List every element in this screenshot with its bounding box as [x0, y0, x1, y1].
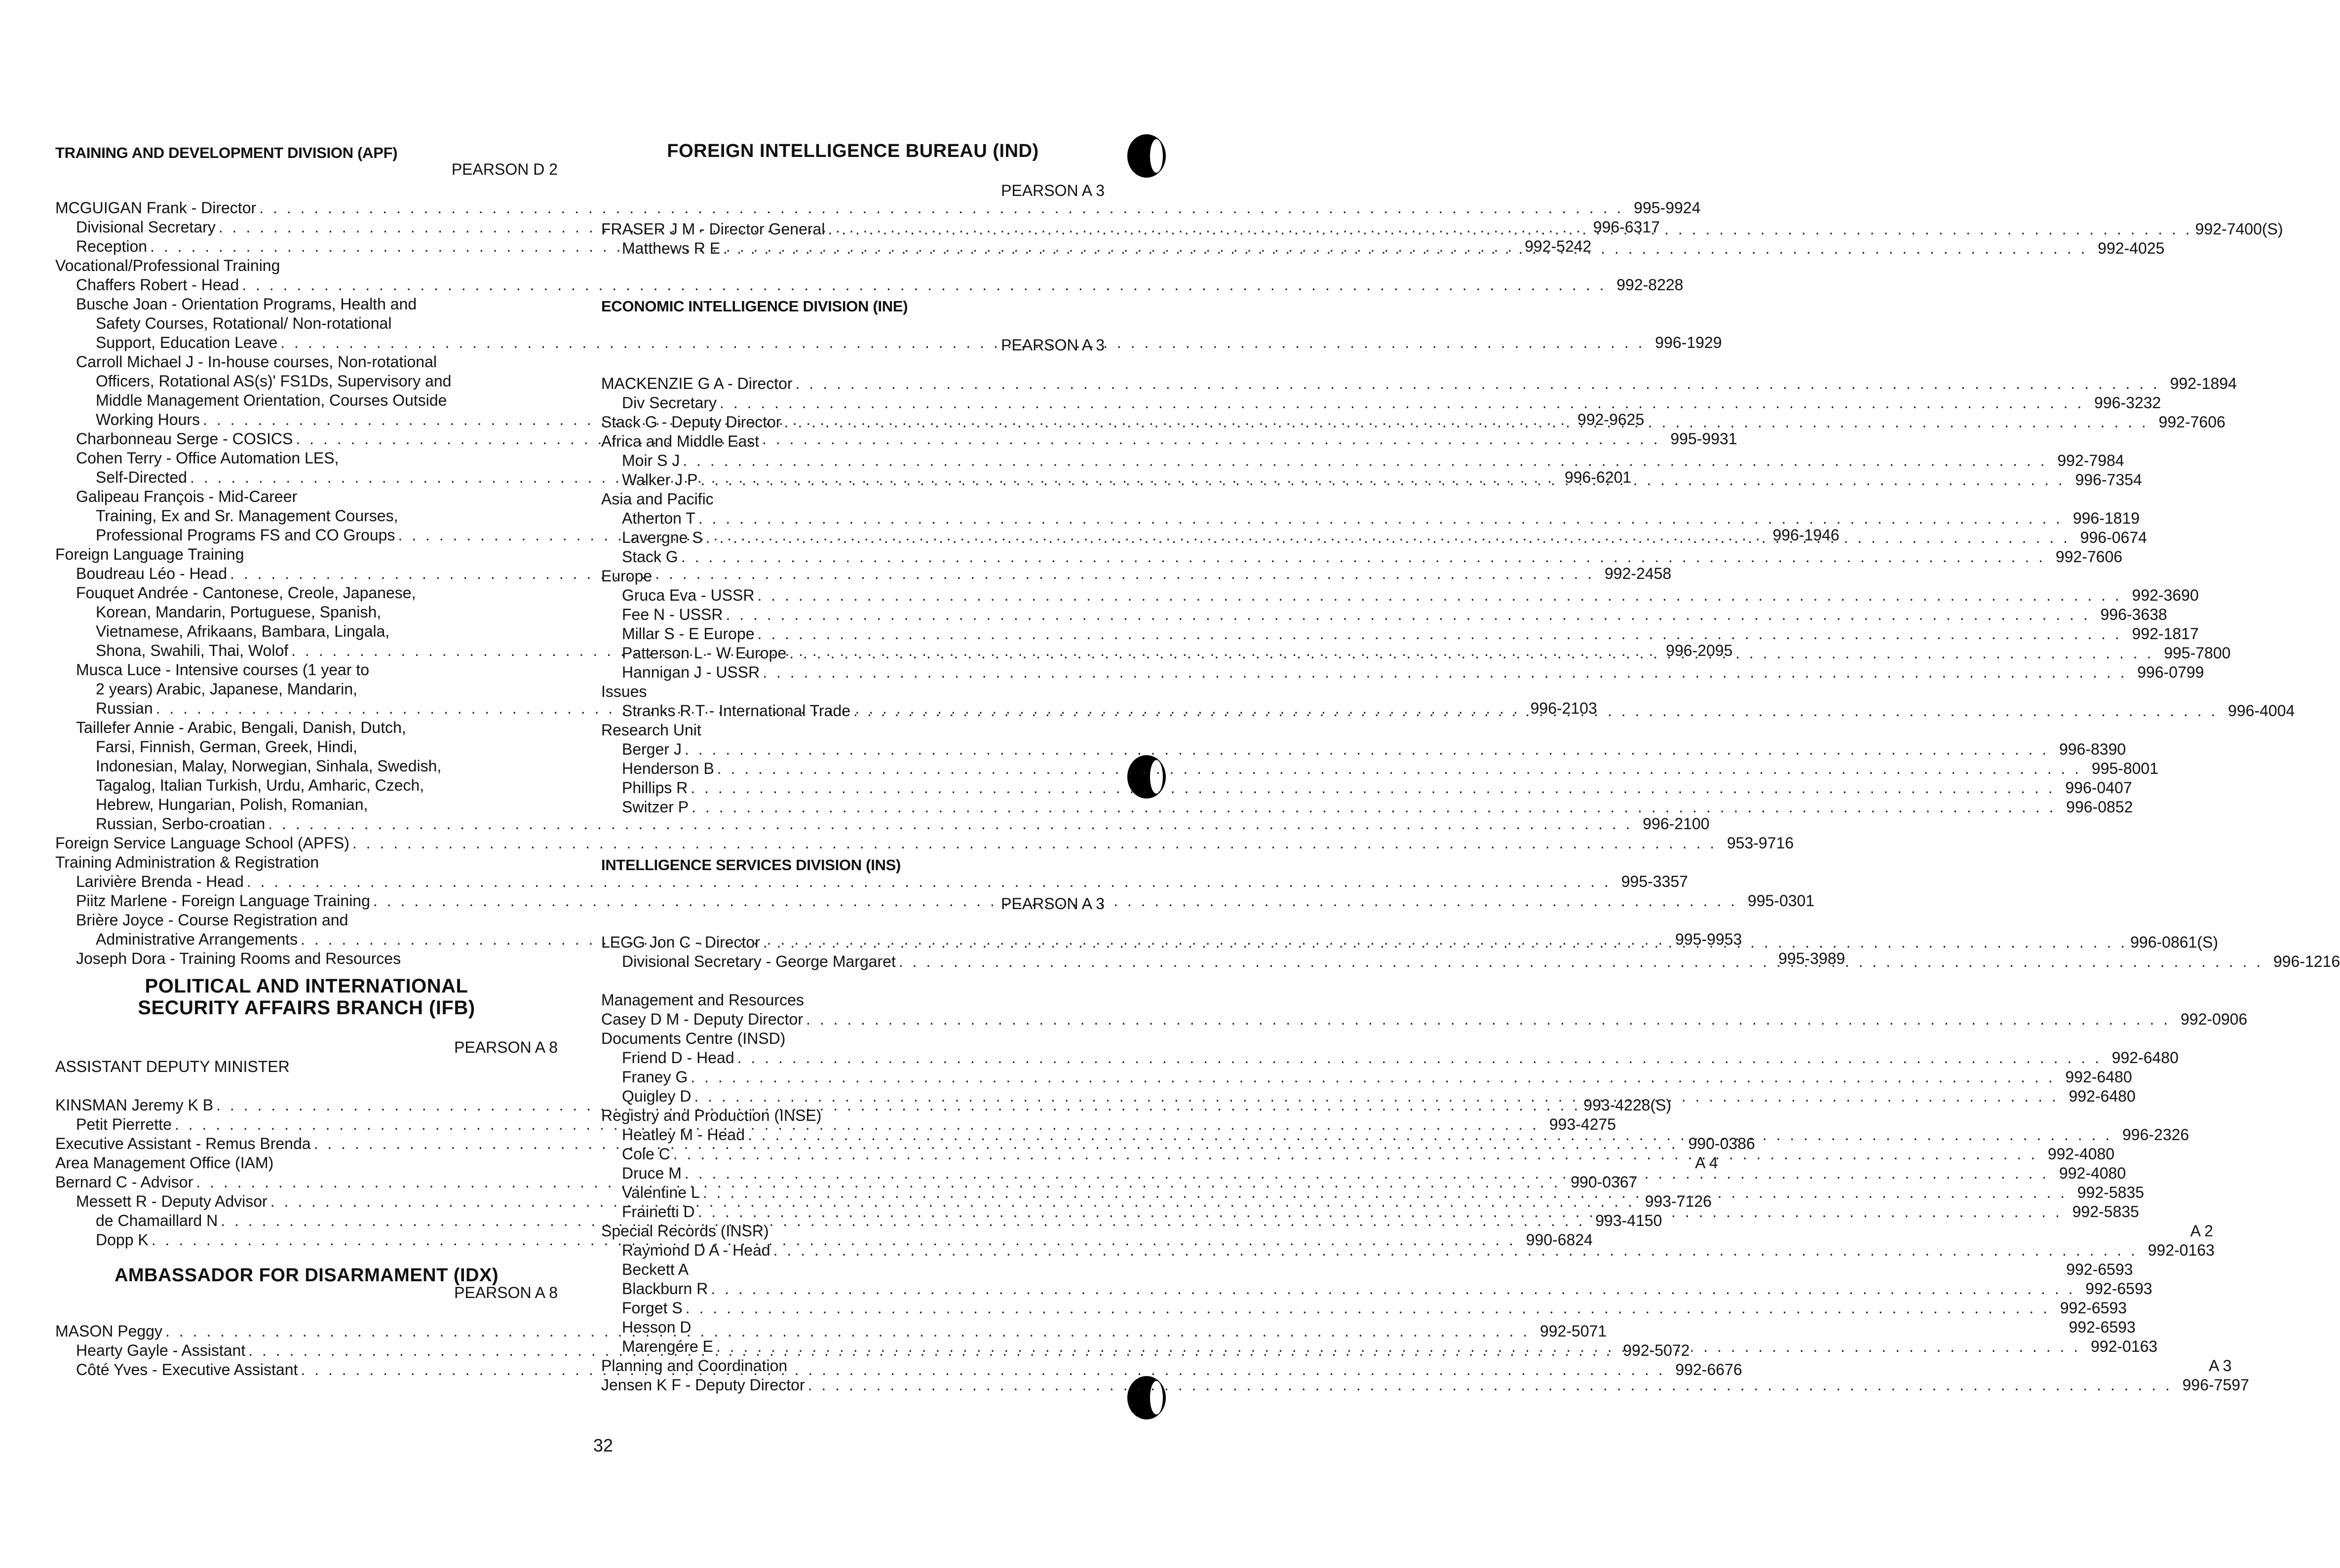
subheading: ASSISTANT DEPUTY MINISTER: [55, 1058, 290, 1075]
directory-entry: Henderson B . . . 995-8001: [601, 759, 1105, 778]
group-label: Foreign Language Training: [55, 545, 244, 563]
directory-entry: Walker J P . . . 996-7354: [601, 470, 1105, 490]
directory-entry: Charbonneau Serge - COSICS . . . 995-9931: [55, 429, 558, 449]
directory-entry: Larivière Brenda - Head . . . 995-3357: [55, 872, 558, 891]
directory-entry: KINSMAN Jeremy K B . . . 993-4228(S): [55, 1096, 558, 1115]
directory-entry: Piitz Marlene - Foreign Language Training . . . 995-0301: [55, 891, 558, 911]
group-label: Vocational/Professional Training: [55, 257, 280, 274]
entry-text: Training, Ex and Sr. Management Courses,: [96, 507, 398, 525]
directory-entry: Divisional Secretary - George Margaret . . . 996-1216: [601, 952, 1105, 971]
directory-entry: Dopp K . . . 990-6824: [55, 1230, 558, 1250]
directory-entry: Côté Yves - Executive Assistant . . . 992-6676: [55, 1360, 558, 1379]
directory-entry: Boudreau Léo - Head . . . 992-2458: [55, 564, 558, 583]
group-label: Registry and Production (INSE): [601, 1107, 822, 1124]
directory-entry: Forget S . . . 992-6593: [601, 1299, 1105, 1318]
directory-entry: Chaffers Robert - Head . . . 992-8228: [55, 275, 558, 295]
directory-entry: Phillips R . . . 996-0407: [601, 778, 1105, 798]
directory-entry: Gruca Eva - USSR . . . 992-3690: [601, 586, 1105, 605]
directory-entry: Petit Pierrette . . . 993-4275: [55, 1115, 558, 1134]
location: PEARSON A 8: [454, 1284, 558, 1301]
group-label: Training Administration & Registration: [55, 853, 319, 871]
group-label: Europe: [601, 567, 652, 585]
directory-entry: Lavergne S . . . 996-0674: [601, 528, 1105, 547]
directory-entry: Beckett A 992-6593: [622, 1261, 2133, 1278]
directory-entry: MCGUIGAN Frank - Director . . . 995-9924: [55, 198, 558, 218]
location: PEARSON A 8: [454, 1038, 558, 1056]
directory-entry: Matthews R E . . . 992-4025: [601, 239, 1105, 258]
directory-entry: LEGG Jon C - Director . . . 996-0861(S): [601, 933, 1105, 952]
location: PEARSON D 2: [451, 160, 558, 178]
page-number: 32: [593, 1435, 614, 1455]
group-label: Issues: [601, 683, 647, 700]
entry-text: Indonesian, Malay, Norwegian, Sinhala, Swedish,: [96, 757, 442, 775]
entry-text: Brière Joyce - Course Registration and: [76, 911, 348, 929]
directory-entry: Berger J . . . 996-8390: [601, 740, 1105, 759]
directory-entry: MASON Peggy . . . 992-5071: [55, 1322, 558, 1341]
directory-entry: Area Management Office (IAM) A 4: [55, 1154, 1718, 1172]
group-label: Research Unit: [601, 721, 701, 739]
directory-entry: Special Records (INSR) A 2: [601, 1222, 2213, 1240]
directory-entry: Self-Directed . . . 996-6201: [55, 468, 558, 487]
entry-text: 2 years) Arabic, Japanese, Mandarin,: [96, 680, 358, 698]
location: PEARSON A 3: [1001, 182, 1105, 199]
entry-text: Musca Luce - Intensive courses (1 year to: [76, 661, 370, 679]
directory-entry: Divisional Secretary . . . 996-6317: [55, 218, 558, 237]
directory-entry: Hannigan J - USSR . . . 996-0799: [601, 663, 1105, 682]
section-heading: ECONOMIC INTELLIGENCE DIVISION (INE): [601, 298, 908, 315]
directory-entry: FRASER J M - Director General . . . 992-7400(S): [601, 220, 1105, 239]
directory-entry: Switzer P . . . 996-0852: [601, 798, 1105, 817]
entry-text: Farsi, Finnish, German, Greek, Hindi,: [96, 738, 357, 756]
location: PEARSON A 3: [1001, 336, 1105, 354]
entry-text: Galipeau François - Mid-Career: [76, 488, 298, 505]
group-label: Documents Centre (INSD): [601, 1030, 786, 1047]
directory-entry: Fee N - USSR . . . 996-3638: [601, 605, 1105, 624]
section-heading: INTELLIGENCE SERVICES DIVISION (INS): [601, 856, 901, 874]
group-label: Management and Resources: [601, 991, 804, 1009]
directory-entry: Frainetti D . . . 992-5835: [601, 1202, 1105, 1222]
directory-entry: Millar S - E Europe . . . 992-1817: [601, 624, 1105, 644]
group-label: Africa and Middle East: [601, 432, 760, 450]
directory-entry: Heatley M - Head . . . 996-2326: [601, 1125, 1105, 1145]
directory-entry: de Chamaillard N . . . 993-4150: [55, 1211, 558, 1230]
entry-text: Carroll Michael J - In-house courses, Non-rotational: [76, 353, 437, 371]
section-heading: FOREIGN INTELLIGENCE BUREAU (IND): [667, 141, 1039, 161]
entry-text: Safety Courses, Rotational/ Non-rotational: [96, 314, 392, 332]
directory-entry: Casey D M - Deputy Director . . . 992-0906: [601, 1010, 1105, 1029]
section-heading: AMBASSADOR FOR DISARMAMENT (IDX): [114, 1265, 499, 1286]
directory-entry: Quigley D . . . 992-6480: [601, 1087, 1105, 1106]
directory-entry: Stranks R T - International Trade . . . 996-4004: [601, 701, 1105, 721]
directory-entry: Bernard C - Advisor . . . 990-0367: [55, 1173, 558, 1192]
directory-entry: Cole C . . . 992-4080: [601, 1145, 1105, 1164]
entry-text: Hebrew, Hungarian, Polish, Romanian,: [96, 796, 368, 813]
section-heading: SECURITY AFFAIRS BRANCH (IFB): [138, 997, 475, 1019]
directory-entry: Marengére E . . . 992-0163: [601, 1337, 1105, 1356]
directory-entry: Friend D - Head . . . 992-6480: [601, 1048, 1105, 1068]
directory-entry: Shona, Swahili, Thai, Wolof . . . 996-2095: [55, 641, 558, 660]
entry-text: Taillefer Annie - Arabic, Bengali, Danish, Dutch,: [76, 719, 406, 736]
directory-entry: Planning and Coordination A 3: [601, 1357, 2232, 1375]
directory-entry: Stack G - Deputy Director . . . 992-7606: [601, 413, 1105, 432]
directory-entry: Russian, Serbo-croatian . . . 996-2100: [55, 814, 558, 834]
directory-entry: Franey G . . . 992-6480: [601, 1068, 1105, 1087]
directory-entry: Foreign Service Language School (APFS) . . . 953-9716: [55, 834, 558, 853]
directory-entry: Messett R - Deputy Advisor . . . 993-7126: [55, 1192, 558, 1211]
entry-text: Vietnamese, Afrikaans, Bambara, Lingala,: [96, 622, 390, 640]
directory-entry: Professional Programs FS and CO Groups . . . 996-1946: [55, 526, 558, 545]
entry-text: Cohen Terry - Office Automation LES,: [76, 449, 339, 467]
location: PEARSON A 3: [1001, 895, 1105, 913]
directory-entry: Joseph Dora - Training Rooms and Resources 995-3989: [76, 950, 1845, 967]
directory-entry: Jensen K F - Deputy Director . . . 996-7597: [601, 1376, 1105, 1395]
directory-entry: Working Hours . . . 992-9625: [55, 410, 558, 429]
entry-text: Middle Management Orientation, Courses Outside: [96, 391, 447, 409]
directory-entry: Reception . . . 992-5242: [55, 237, 558, 256]
entry-text: Tagalog, Italian Turkish, Urdu, Amharic, Czech,: [96, 776, 424, 794]
entry-text: Korean, Mandarin, Portuguese, Spanish,: [96, 603, 382, 621]
entry-text: Busche Joan - Orientation Programs, Health and: [76, 295, 417, 313]
directory-entry: Div Secretary . . . 996-3232: [601, 393, 1105, 413]
directory-entry: Patterson L - W Europe . . . 995-7800: [601, 644, 1105, 663]
directory-entry: Valentine L . . . 992-5835: [601, 1183, 1105, 1202]
section-heading: TRAINING AND DEVELOPMENT DIVISION (APF): [55, 144, 398, 161]
directory-entry: Executive Assistant - Remus Brenda . . . 990-0386: [55, 1134, 558, 1153]
binder-hole-icon: [1127, 134, 1166, 178]
directory-entry: Hearty Gayle - Assistant . . . 992-5072: [55, 1341, 558, 1360]
directory-entry: Druce M . . . 992-4080: [601, 1164, 1105, 1183]
directory-entry: Russian . . . 996-2103: [55, 699, 558, 718]
directory-entry: Hesson D 992-6593: [622, 1318, 2136, 1336]
directory-entry: Blackburn R . . . 992-6593: [601, 1279, 1105, 1299]
directory-entry: Administrative Arrangements . . . 995-9953: [55, 930, 558, 949]
directory-entry: Moir S J . . . 992-7984: [601, 451, 1105, 470]
group-label: Asia and Pacific: [601, 490, 714, 508]
directory-entry: Stack G . . . 992-7606: [601, 547, 1105, 567]
directory-entry: Atherton T . . . 996-1819: [601, 509, 1105, 528]
directory-entry: MACKENZIE G A - Director . . . 992-1894: [601, 374, 1105, 393]
directory-entry: Support, Education Leave . . . 996-1929: [55, 333, 558, 352]
directory-entry: Raymond D A - Head . . . 992-0163: [601, 1241, 1105, 1260]
section-heading: POLITICAL AND INTERNATIONAL: [145, 975, 468, 997]
entry-text: Officers, Rotational AS(s)' FS1Ds, Supervisory and: [96, 372, 452, 390]
entry-text: Fouquet Andrée - Cantonese, Creole, Japanese,: [76, 584, 416, 602]
